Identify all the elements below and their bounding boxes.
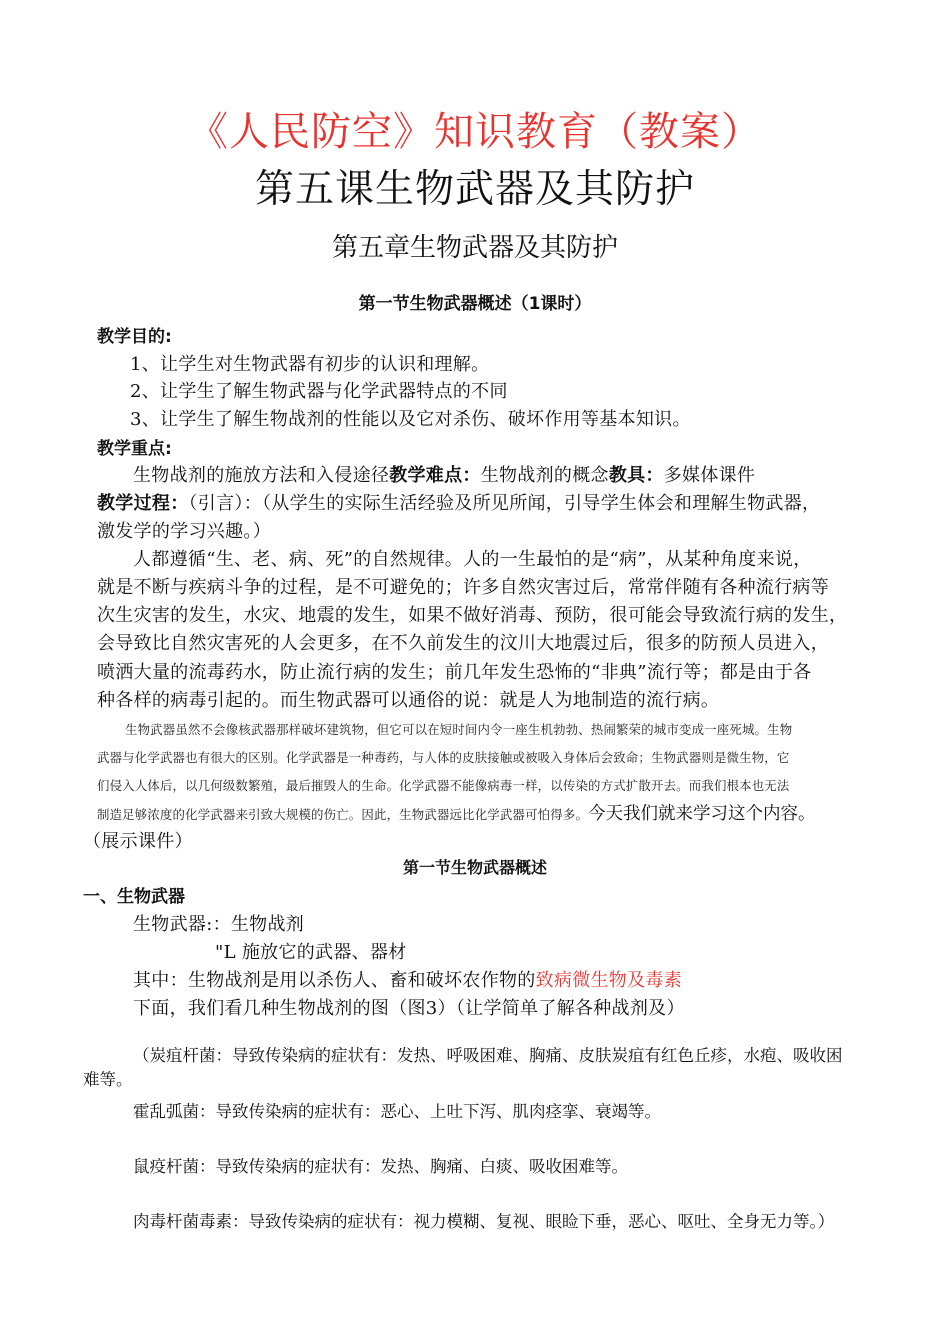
small-paragraph-line: 武器与化学武器也有很大的区别。化学武器是一种毒药，与人体的皮肤接触或被吸入身体后会致命；生物武器则是微生物，它	[97, 750, 790, 765]
lesson-title: 第五课生物武器及其防护	[254, 167, 695, 212]
objective-item: 1、让学生对生物武器有初步的认识和理解。	[130, 354, 490, 375]
agent-anthrax: （炭疽杆菌：导致传染病的症状有：发热、呼吸困难、胸痛、皮肤炭疽有红色丘疹，水疱、吸收困	[133, 1046, 843, 1065]
objective-item: 3、让学生了解生物战剂的性能以及它对杀伤、破坏作用等基本知识。	[130, 409, 691, 430]
process-intro-cont: 激发学的学习兴趣。）	[97, 521, 271, 542]
focus-line	[133, 461, 755, 487]
section-title: 第一节生物武器概述（1课时）	[358, 294, 592, 314]
bio-weapon-def-2: "L 施放它的武器、器材	[215, 942, 407, 963]
agent-anthrax-cont: 难等。	[83, 1070, 133, 1089]
agent-botulinum: 肉毒杆菌毒素：导致传染病的症状有：视力模糊、复视、眼睑下垂，恶心、呕吐、全身无力等。）	[133, 1212, 835, 1231]
chapter-title: 第五章生物武器及其防护	[331, 233, 618, 263]
agent-plague: 鼠疫杆菌：导致传染病的症状有：发热、胸痛、白痰、吸收困难等。	[133, 1157, 628, 1176]
small-paragraph-line: 们侵入人体后，以几何级数繁殖，最后摧毁人的生命。化学武器不能像病毒一样，以传染的方式扩散开去。而我们根本也无法	[97, 778, 790, 793]
process-intro: （引言）：（从学生的实际生活经验及所见所闻，引导学生体会和理解生物武器，	[188, 493, 821, 514]
process-label: 教学过程：	[97, 493, 189, 514]
part-heading: 一、生物武器	[83, 887, 185, 907]
focus-label: 教学重点:	[97, 439, 172, 459]
section-heading: 第一节生物武器概述	[402, 858, 547, 877]
tools-text: 多媒体课件	[663, 465, 756, 486]
bio-weapon-def: 生物武器:：生物战剂	[133, 914, 305, 935]
process-line	[97, 489, 820, 515]
difficulty-text: 生物战剂的概念	[480, 465, 609, 486]
paragraph-line: 种各样的病毒引起的。而生物武器可以通俗的说：就是人为地制造的流行病。	[97, 690, 720, 711]
small-paragraph-line: 生物武器虽然不会像核武器那样破坏建筑物，但它可以在短时间内令一座生机勃勃、热闹繁荣的城市变成一座死城。生物	[125, 722, 793, 737]
paragraph-tail: 今天我们就来学习这个内容。	[588, 804, 816, 824]
agent-def-text: 其中：生物战剂是用以杀伤人、畜和破坏农作物的	[133, 970, 536, 991]
show-courseware: （展示课件）	[83, 831, 193, 852]
agent-cholera: 霍乱弧菌：导致传染病的症状有：恶心、上吐下泻、肌肉痉挛、衰竭等。	[133, 1102, 661, 1121]
objectives-label: 教学目的:	[97, 327, 172, 347]
agent-figure-intro: 下面，我们看几种生物战剂的图（图3）（让学简单了解各种战剂及）	[133, 998, 685, 1019]
difficulty-label: 教学难点：	[389, 465, 481, 486]
focus-text: 生物战剂的施放方法和入侵途径	[133, 465, 390, 486]
small-paragraph-last	[97, 800, 816, 825]
objective-item: 2、让学生了解生物武器与化学武器特点的不同	[130, 381, 508, 402]
main-title: 《人民防空》知识教育（教案）	[188, 109, 762, 155]
small-paragraph-text: 制造足够浓度的化学武器来引致大规模的伤亡。因此，生物武器远比化学武器可怕得多。	[97, 807, 589, 822]
agent-def-highlight: 致病微生物及毒素	[535, 970, 683, 991]
paragraph-line: 次生灾害的发生，水灾、地震的发生，如果不做好消毒、预防，很可能会导致流行病的发生，	[97, 605, 848, 626]
tools-label: 教具：	[608, 465, 664, 486]
paragraph-line: 喷洒大量的流毒药水，防止流行病的发生；前几年发生恐怖的“非典”流行等；都是由于各	[97, 662, 812, 683]
paragraph-line: 会导致比自然灾害死的人会更多，在不久前发生的汶川大地震过后，很多的防预人员进入，	[97, 633, 829, 654]
agent-def	[133, 966, 682, 992]
paragraph-line: 就是不断与疾病斗争的过程，是不可避免的；许多自然灾害过后，常常伴随有各种流行病等	[97, 577, 829, 598]
paragraph-line: 人都遵循“生、老、病、死”的自然规律。人的一生最怕的是“病”，从某种角度来说，	[133, 549, 812, 570]
